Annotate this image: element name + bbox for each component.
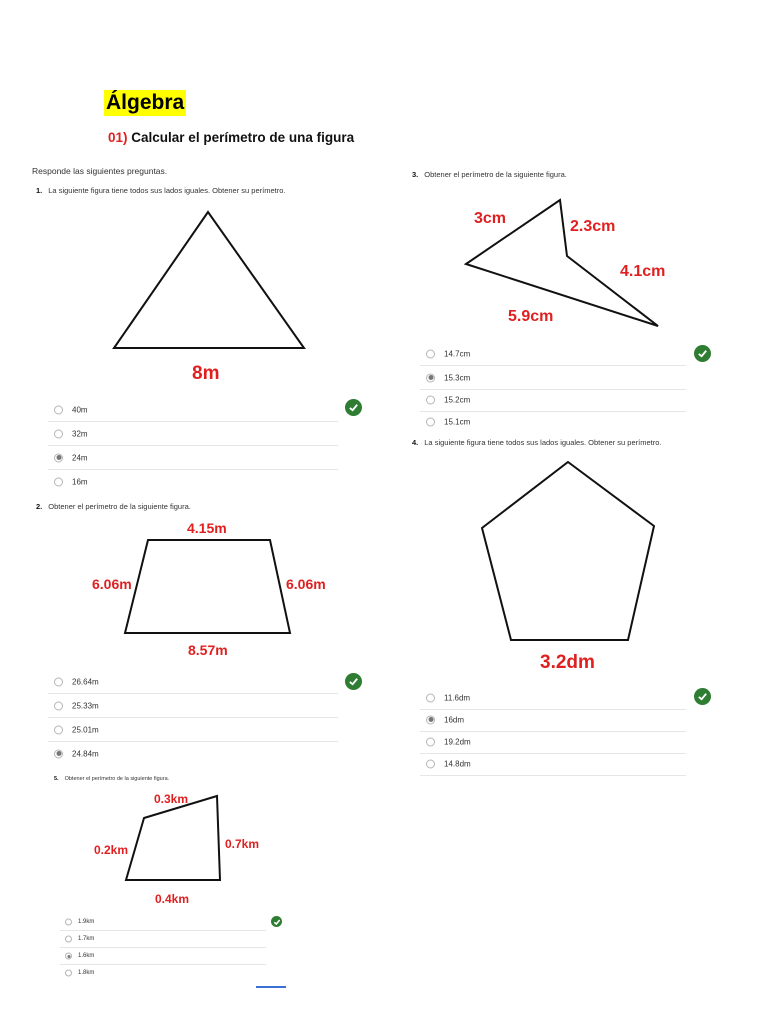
- radio-icon[interactable]: [54, 701, 63, 710]
- radio-icon[interactable]: [65, 970, 72, 977]
- question-3-number: 3.: [412, 170, 419, 179]
- option-row[interactable]: [48, 742, 338, 765]
- option-row[interactable]: [60, 914, 266, 931]
- check-circle-icon: [345, 399, 362, 416]
- option-label: 16m: [72, 477, 88, 486]
- section-number: 01): [108, 130, 128, 145]
- option-row[interactable]: [60, 965, 266, 981]
- option-label: 1.6km: [78, 953, 95, 959]
- radio-icon-selected[interactable]: [426, 715, 435, 724]
- option-row[interactable]: [420, 388, 686, 412]
- figure-label: 3cm: [474, 210, 507, 227]
- option-label: 1.7km: [78, 936, 95, 942]
- question-4-text: [412, 438, 662, 447]
- option-label: 15.2cm: [444, 395, 471, 404]
- radio-icon[interactable]: [54, 405, 63, 414]
- question-1-prompt: La siguiente figura tiene todos sus lados iguales. Obtener su perímetro.: [48, 186, 286, 195]
- radio-icon-selected[interactable]: [54, 453, 63, 462]
- radio-icon[interactable]: [426, 737, 435, 746]
- option-row[interactable]: [420, 752, 686, 776]
- option-label: 14.7cm: [444, 349, 471, 358]
- option-label: 40m: [72, 405, 88, 414]
- option-row[interactable]: [48, 670, 338, 694]
- intro-text: Responde las siguientes preguntas.: [32, 166, 168, 176]
- question-1-text: [36, 186, 286, 195]
- option-label: 16dm: [444, 715, 465, 724]
- figure-label: 0.4km: [155, 892, 190, 906]
- figure-label: 8m: [192, 363, 220, 384]
- option-row[interactable]: [420, 708, 686, 732]
- quadrilateral-figure: [122, 792, 224, 886]
- option-label: 1.9km: [78, 919, 95, 925]
- option-label: 15.1cm: [444, 417, 471, 426]
- option-row[interactable]: [48, 422, 338, 446]
- option-row[interactable]: [60, 948, 266, 965]
- question-3-prompt: Obtener el perímetro de la siguiente figura.: [424, 170, 567, 179]
- option-row[interactable]: [48, 694, 338, 718]
- figure-label: 6.06m: [286, 576, 326, 592]
- figure-label: 0.7km: [225, 837, 260, 851]
- check-circle-icon: [694, 688, 711, 705]
- radio-icon[interactable]: [65, 936, 72, 943]
- radio-icon[interactable]: [426, 395, 435, 404]
- check-circle-icon: [694, 345, 711, 362]
- option-row[interactable]: [60, 931, 266, 948]
- radio-icon[interactable]: [426, 417, 435, 426]
- question-2-text: [36, 502, 191, 511]
- figure-label: 2.3cm: [570, 218, 616, 235]
- figure-label: 4.1cm: [620, 263, 666, 280]
- scroll-indicator: [256, 986, 286, 988]
- radio-icon[interactable]: [426, 759, 435, 768]
- radio-icon[interactable]: [426, 349, 435, 358]
- option-row[interactable]: [420, 686, 686, 710]
- option-label: 19.2dm: [444, 737, 471, 746]
- option-label: 25.01m: [72, 725, 99, 734]
- question-5-number: 5.: [54, 776, 59, 782]
- pentagon-figure: [478, 458, 658, 644]
- question-2-number: 2.: [36, 502, 43, 511]
- question-3-text: [412, 170, 567, 179]
- option-label: 14.8dm: [444, 759, 471, 768]
- figure-label: 3.2dm: [540, 652, 595, 673]
- option-label: 25.33m: [72, 701, 99, 710]
- option-row[interactable]: [48, 718, 338, 742]
- radio-icon[interactable]: [426, 693, 435, 702]
- option-row[interactable]: [420, 410, 686, 433]
- page-title: Álgebra: [106, 91, 185, 114]
- option-label: 15.3cm: [444, 373, 471, 382]
- radio-icon[interactable]: [65, 919, 72, 926]
- option-label: 11.6dm: [444, 693, 471, 702]
- radio-icon-selected[interactable]: [54, 749, 63, 758]
- figure-label: 0.2km: [94, 843, 129, 857]
- option-label: 24m: [72, 453, 88, 462]
- check-circle-icon: [271, 916, 282, 927]
- option-row[interactable]: [420, 730, 686, 754]
- check-circle-icon: [345, 673, 362, 690]
- figure-label: 8.57m: [188, 642, 228, 658]
- question-5-text: [54, 776, 169, 782]
- figure-label: 0.3km: [154, 792, 189, 806]
- question-5-prompt: Obtener el perímetro de la siguiente figura.: [64, 776, 170, 782]
- option-row[interactable]: [420, 366, 686, 390]
- option-label: 1.8km: [78, 970, 95, 976]
- figure-label: 6.06m: [92, 576, 132, 592]
- radio-icon[interactable]: [54, 477, 63, 486]
- question-1-number: 1.: [36, 186, 43, 195]
- question-4-number: 4.: [412, 438, 419, 447]
- section-subtitle: [108, 130, 354, 145]
- option-label: 26.64m: [72, 677, 99, 686]
- question-4-prompt: La siguiente figura tiene todos sus lados iguales. Obtener su perímetro.: [424, 438, 662, 447]
- option-row[interactable]: [48, 470, 338, 493]
- figure-label: 4.15m: [187, 520, 227, 536]
- option-row[interactable]: [420, 342, 686, 366]
- trapezoid-figure: [120, 536, 296, 638]
- radio-icon[interactable]: [54, 677, 63, 686]
- radio-icon-selected[interactable]: [426, 373, 435, 382]
- option-label: 24.84m: [72, 749, 99, 758]
- radio-icon[interactable]: [54, 429, 63, 438]
- section-text: Calcular el perímetro de una figura: [131, 130, 355, 145]
- option-row[interactable]: [48, 398, 338, 422]
- figure-label: 5.9cm: [508, 308, 554, 325]
- radio-icon[interactable]: [54, 725, 63, 734]
- option-label: 32m: [72, 429, 88, 438]
- radio-icon-selected[interactable]: [65, 953, 72, 960]
- option-row[interactable]: [48, 446, 338, 470]
- triangle-figure: [110, 208, 310, 353]
- question-2-prompt: Obtener el perímetro de la siguiente figura.: [48, 502, 191, 511]
